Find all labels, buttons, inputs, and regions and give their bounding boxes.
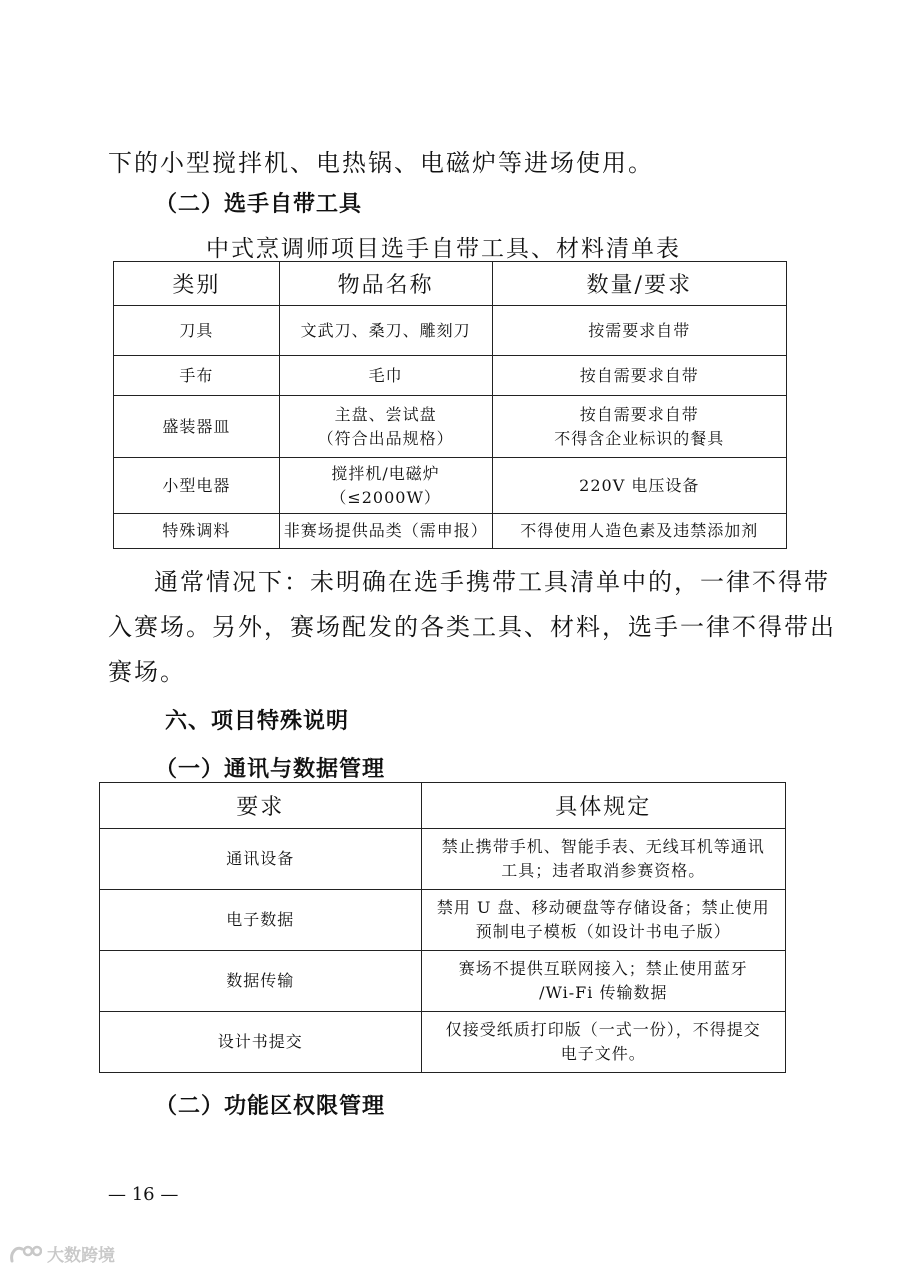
table-row [114,396,787,458]
cell-line: 非赛场提供品类（需申报） [283,521,488,540]
watermark-text: 大数跨境 [47,1246,115,1266]
header-rules: 具体规定 [421,783,785,829]
table-header-row [100,783,786,829]
cell-requirement: 通讯设备 [100,829,422,890]
cell-line: 主盘、尝试盘 [334,404,437,424]
cell-line: 按自需要求自带 [579,365,699,385]
watermark-logo-icon [8,1243,42,1265]
cell-item-name [279,356,492,396]
cell-rule [421,951,785,1012]
table-row [114,514,787,549]
cell-requirement [492,356,787,396]
table-header-row [114,262,787,306]
notice-line: 入赛场。另外，赛场配发的各类工具、材料，选手一律不得带出 [108,613,836,641]
cell-item-name [279,458,492,514]
cell-line: 按需要求自带 [588,320,691,340]
subheading-function-area: （二）功能区权限管理 [155,1094,386,1119]
table-row [100,890,786,951]
table-row [100,829,786,890]
cell-line: 预制电子模板（如设计书电子版） [475,922,731,941]
table-row [114,458,787,514]
cell-line: 不得使用人造色素及违禁添加剂 [520,521,759,540]
cell-category: 刀具 [114,306,280,356]
cell-requirement [492,396,787,458]
cell-category: 特殊调料 [114,514,280,549]
table-row [114,306,787,356]
cell-item-name [279,306,492,356]
cell-rule [421,890,785,951]
cell-line: 按自需要求自带 [579,404,699,424]
subheading-communication: （一）通讯与数据管理 [155,757,386,782]
table-row [100,951,786,1012]
cell-line: 赛场不提供互联网接入；禁止使用蓝牙 [458,959,748,978]
notice-line: 通常情况下：未明确在选手携带工具清单中的，一律不得带 [154,568,830,596]
cell-item-name [279,396,492,458]
cell-requirement: 电子数据 [100,890,422,951]
section-heading-special: 六、项目特殊说明 [165,709,350,734]
cell-category: 小型电器 [114,458,280,514]
cell-line: 毛巾 [368,365,403,385]
notice-line: 赛场。 [108,658,186,686]
cell-line: （符合出品规格） [317,428,454,448]
cell-line: 220V 电压设备 [579,475,700,495]
cell-requirement [492,458,787,514]
cell-line: 电子文件。 [560,1044,646,1063]
header-requirement: 要求 [100,783,422,829]
cell-line: 禁用 U 盘、移动硬盘等存储设备；禁止使用 [436,898,770,917]
header-category: 类别 [114,262,280,306]
page-number: — 16 — [108,1184,179,1205]
cell-line: 仅接受纸质打印版（一式一份），不得提交 [445,1020,761,1039]
cell-item-name [279,514,492,549]
table-row [114,356,787,396]
cell-requirement [492,306,787,356]
header-item-name: 物品名称 [279,262,492,306]
cell-line: 禁止携带手机、智能手表、无线耳机等通讯 [441,837,765,856]
cell-line: 搅拌机/电磁炉（≤2000W） [330,463,441,507]
cell-line: 不得含企业标识的餐具 [554,428,725,448]
intro-paragraph: 下的小型搅拌机、电热锅、电磁炉等进场使用。 [108,149,654,177]
cell-line: 工具；违者取消参赛资格。 [501,861,706,880]
cell-line: 文武刀、桑刀、雕刻刀 [300,320,471,340]
header-quantity: 数量/要求 [492,262,787,306]
cell-category: 手布 [114,356,280,396]
self-tools-table [113,261,787,549]
cell-requirement: 设计书提交 [100,1012,422,1073]
cell-line: /Wi-Fi 传输数据 [539,983,668,1002]
watermark [8,1241,115,1266]
cell-requirement [492,514,787,549]
section-heading-self-tools: （二）选手自带工具 [155,192,363,217]
communication-table [99,782,786,1073]
cell-rule [421,829,785,890]
cell-category: 盛装器皿 [114,396,280,458]
cell-rule [421,1012,785,1073]
table-row [100,1012,786,1073]
cell-requirement: 数据传输 [100,951,422,1012]
table-caption: 中式烹调师项目选手自带工具、材料清单表 [206,236,681,262]
